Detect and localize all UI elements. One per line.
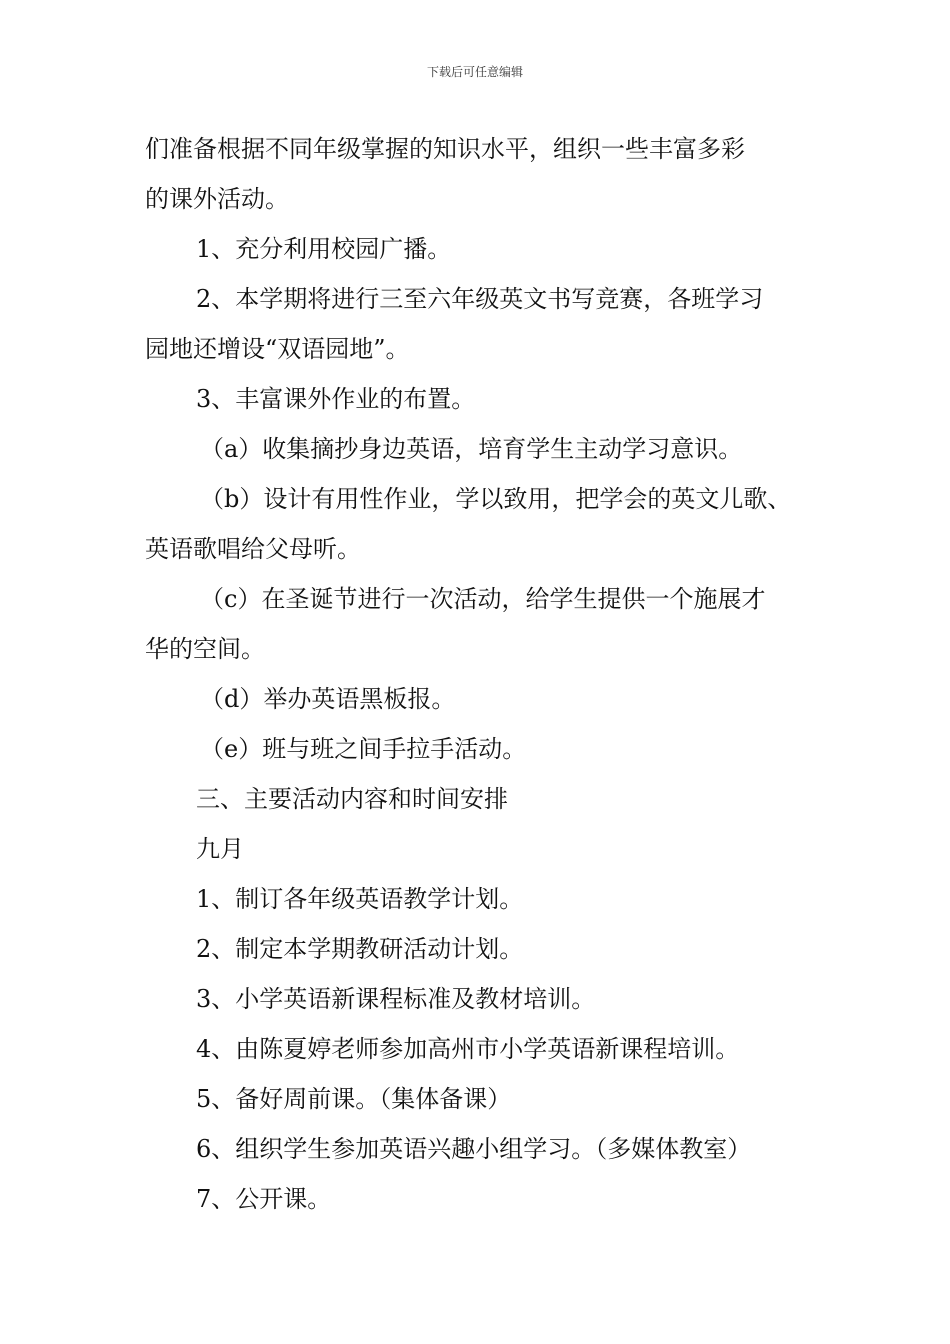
paragraph-line: 的课外活动。 [145, 185, 289, 213]
paragraph-line: 们准备根据不同年级掌握的知识水平，组织一些丰富多彩 [145, 135, 745, 163]
list-item: 5、备好周前课。（集体备课） [196, 1085, 512, 1113]
list-item: （d）举办英语黑板报。 [200, 685, 456, 713]
list-item: 4、由陈夏婷老师参加高州市小学英语新课程培训。 [196, 1035, 740, 1063]
page-header: 下载后可任意编辑 [426, 65, 523, 79]
paragraph-line: 华的空间。 [145, 635, 265, 663]
list-item: （a）收集摘抄身边英语，培育学生主动学习意识。 [200, 435, 743, 463]
list-item: 7、公开课。 [196, 1185, 332, 1213]
list-item: 2、制定本学期教研活动计划。 [196, 935, 524, 963]
list-item: （c）在圣诞节进行一次活动，给学生提供一个施展才 [200, 585, 766, 613]
list-item: 2、本学期将进行三至六年级英文书写竞赛，各班学习 [196, 285, 764, 313]
list-item: 3、小学英语新课程标准及教材培训。 [196, 985, 596, 1013]
list-item: 3、丰富课外作业的布置。 [196, 385, 476, 413]
paragraph-line: 英语歌唱给父母听。 [145, 535, 361, 563]
list-item: （e）班与班之间手拉手活动。 [200, 735, 527, 763]
subsection-heading: 九月 [196, 835, 244, 863]
list-item: 1、制订各年级英语教学计划。 [196, 885, 524, 913]
list-item: 1、充分利用校园广播。 [196, 235, 452, 263]
list-item: （b）设计有用性作业，学以致用，把学会的英文儿歌、 [200, 485, 792, 513]
paragraph-line: 园地还增设“双语园地”。 [145, 335, 410, 363]
section-heading: 三、主要活动内容和时间安排 [196, 785, 508, 813]
list-item: 6、组织学生参加英语兴趣小组学习。（多媒体教室） [196, 1135, 752, 1163]
